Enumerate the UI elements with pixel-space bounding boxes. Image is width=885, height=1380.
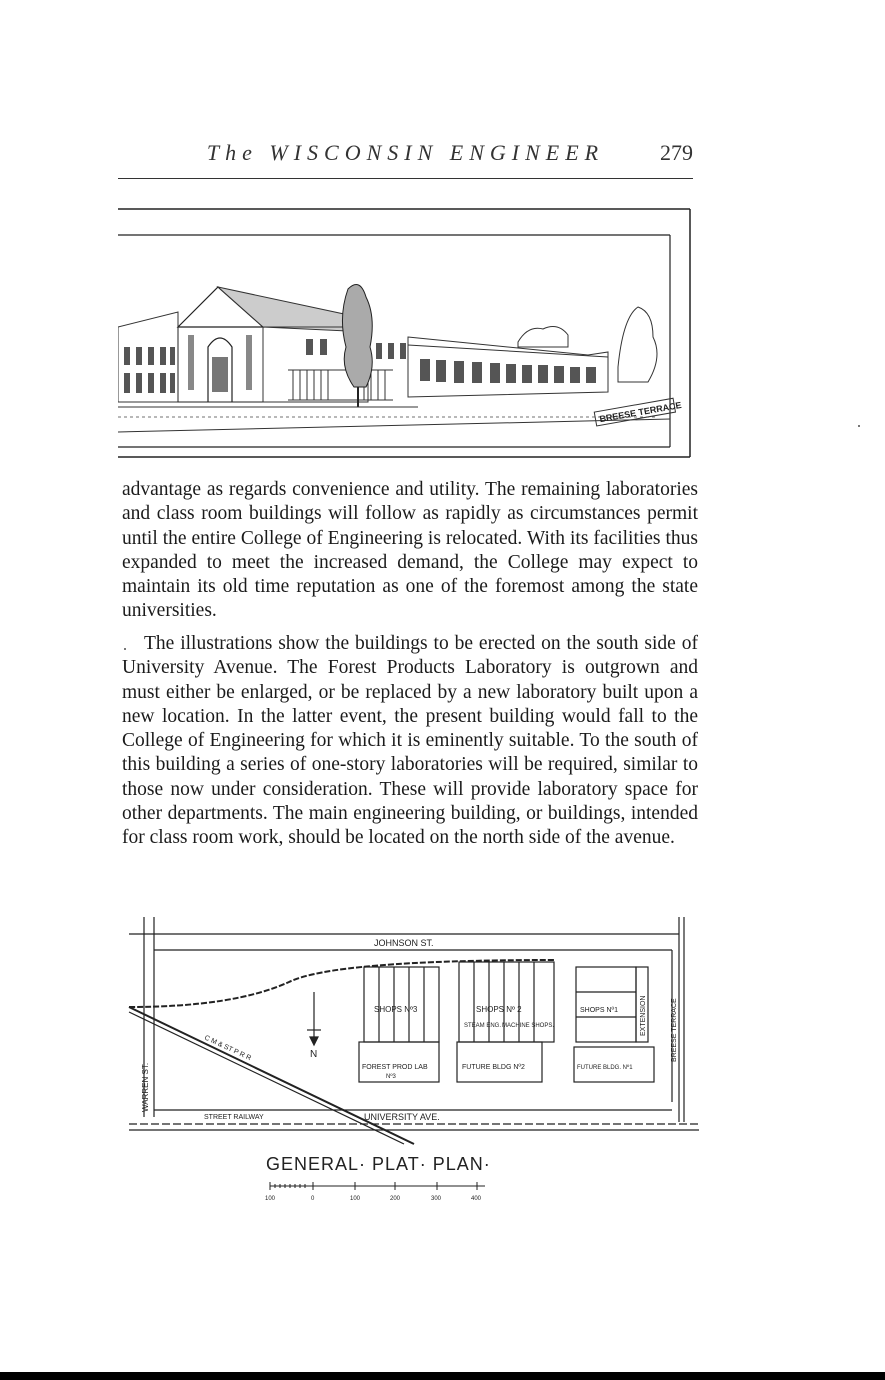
page-speck: [858, 425, 860, 427]
scale-label-400: 400: [471, 1196, 482, 1202]
breese-terrace-label: BREESE TERRACE: [671, 998, 678, 1062]
north-label: N: [310, 1049, 318, 1060]
paragraph-1: advantage as regards convenience and utility. The remaining laboratories and class room buildings will follow as rapidly as circumstances permit until the entire College of Engineering is relocated. With its facilities thus expanded to meet the increased demand, the College may expect to maintain its old time reputation as one of the foremost among the state universities.: [122, 479, 698, 622]
page-number: 279: [660, 140, 693, 165]
scan-bottom-edge: [0, 1372, 885, 1380]
university-ave-label: UNIVERSITY AVE.: [364, 1112, 440, 1122]
paragraph-2: The illustrations show the buildings to be erected on the south side of University Avenue. The Forest Products Laboratory is outgrown and must either be enlarged, or be replaced by a new laboratory built upon a new location. In the latter event, the present building would fall to the College of Engineering for which it is eminently suitable. To the south of this building a series of one-story laboratories will be required, similar to those now under consideration. These will provide laboratory space for other departments. The main engineering building, or buildings, intended for class room work, should be located on the north side of the avenue.: [122, 633, 698, 849]
breese-terrace-sign: BREESE TERRACE: [598, 399, 683, 425]
machine-shops-label: MACHINE SHOPS.: [502, 1023, 555, 1029]
page-speck: [124, 648, 126, 650]
forest-prod-lab-label: FOREST PROD LAB: [362, 1064, 428, 1071]
railroad-label: C M & ST P R R: [203, 1034, 253, 1063]
extension-label: EXTENSION: [640, 995, 647, 1036]
scale-bar-drawing: [265, 1180, 495, 1210]
scale-label-100-left: 100: [265, 1196, 276, 1202]
scale-label-0: 0: [311, 1196, 315, 1202]
forest-prod-lab-number: Nº3: [386, 1074, 396, 1080]
building-illustration: [118, 207, 693, 462]
steam-eng-label: STEAM ENG.: [464, 1023, 502, 1029]
future-bldg-2-label: FUTURE BLDG Nº2: [462, 1064, 525, 1071]
johnson-st-label: JOHNSON ST.: [374, 938, 434, 948]
future-bldg-1-label: FUTURE BLDG. Nº1: [577, 1065, 633, 1071]
plat-plan-title: GENERAL· PLAT· PLAN·: [266, 1154, 491, 1174]
scale-label-100: 100: [350, 1196, 361, 1202]
scale-label-200: 200: [390, 1196, 401, 1202]
shops-1-label: SHOPS Nº1: [580, 1007, 618, 1014]
building-drawing: [118, 207, 693, 462]
scale-label-300: 300: [431, 1196, 442, 1202]
street-railway-label: STREET RAILWAY: [204, 1114, 264, 1121]
scale-bar: [265, 1180, 495, 1210]
left-wing-windows: [124, 347, 175, 393]
warren-st-label: WARREN ST.: [141, 1062, 150, 1112]
shops-2-label: SHOPS Nº 2: [476, 1005, 522, 1014]
journal-title: The WISCONSIN ENGINEER: [206, 140, 605, 165]
shops-3-label: SHOPS Nº3: [374, 1005, 418, 1014]
page-header: [118, 138, 693, 179]
